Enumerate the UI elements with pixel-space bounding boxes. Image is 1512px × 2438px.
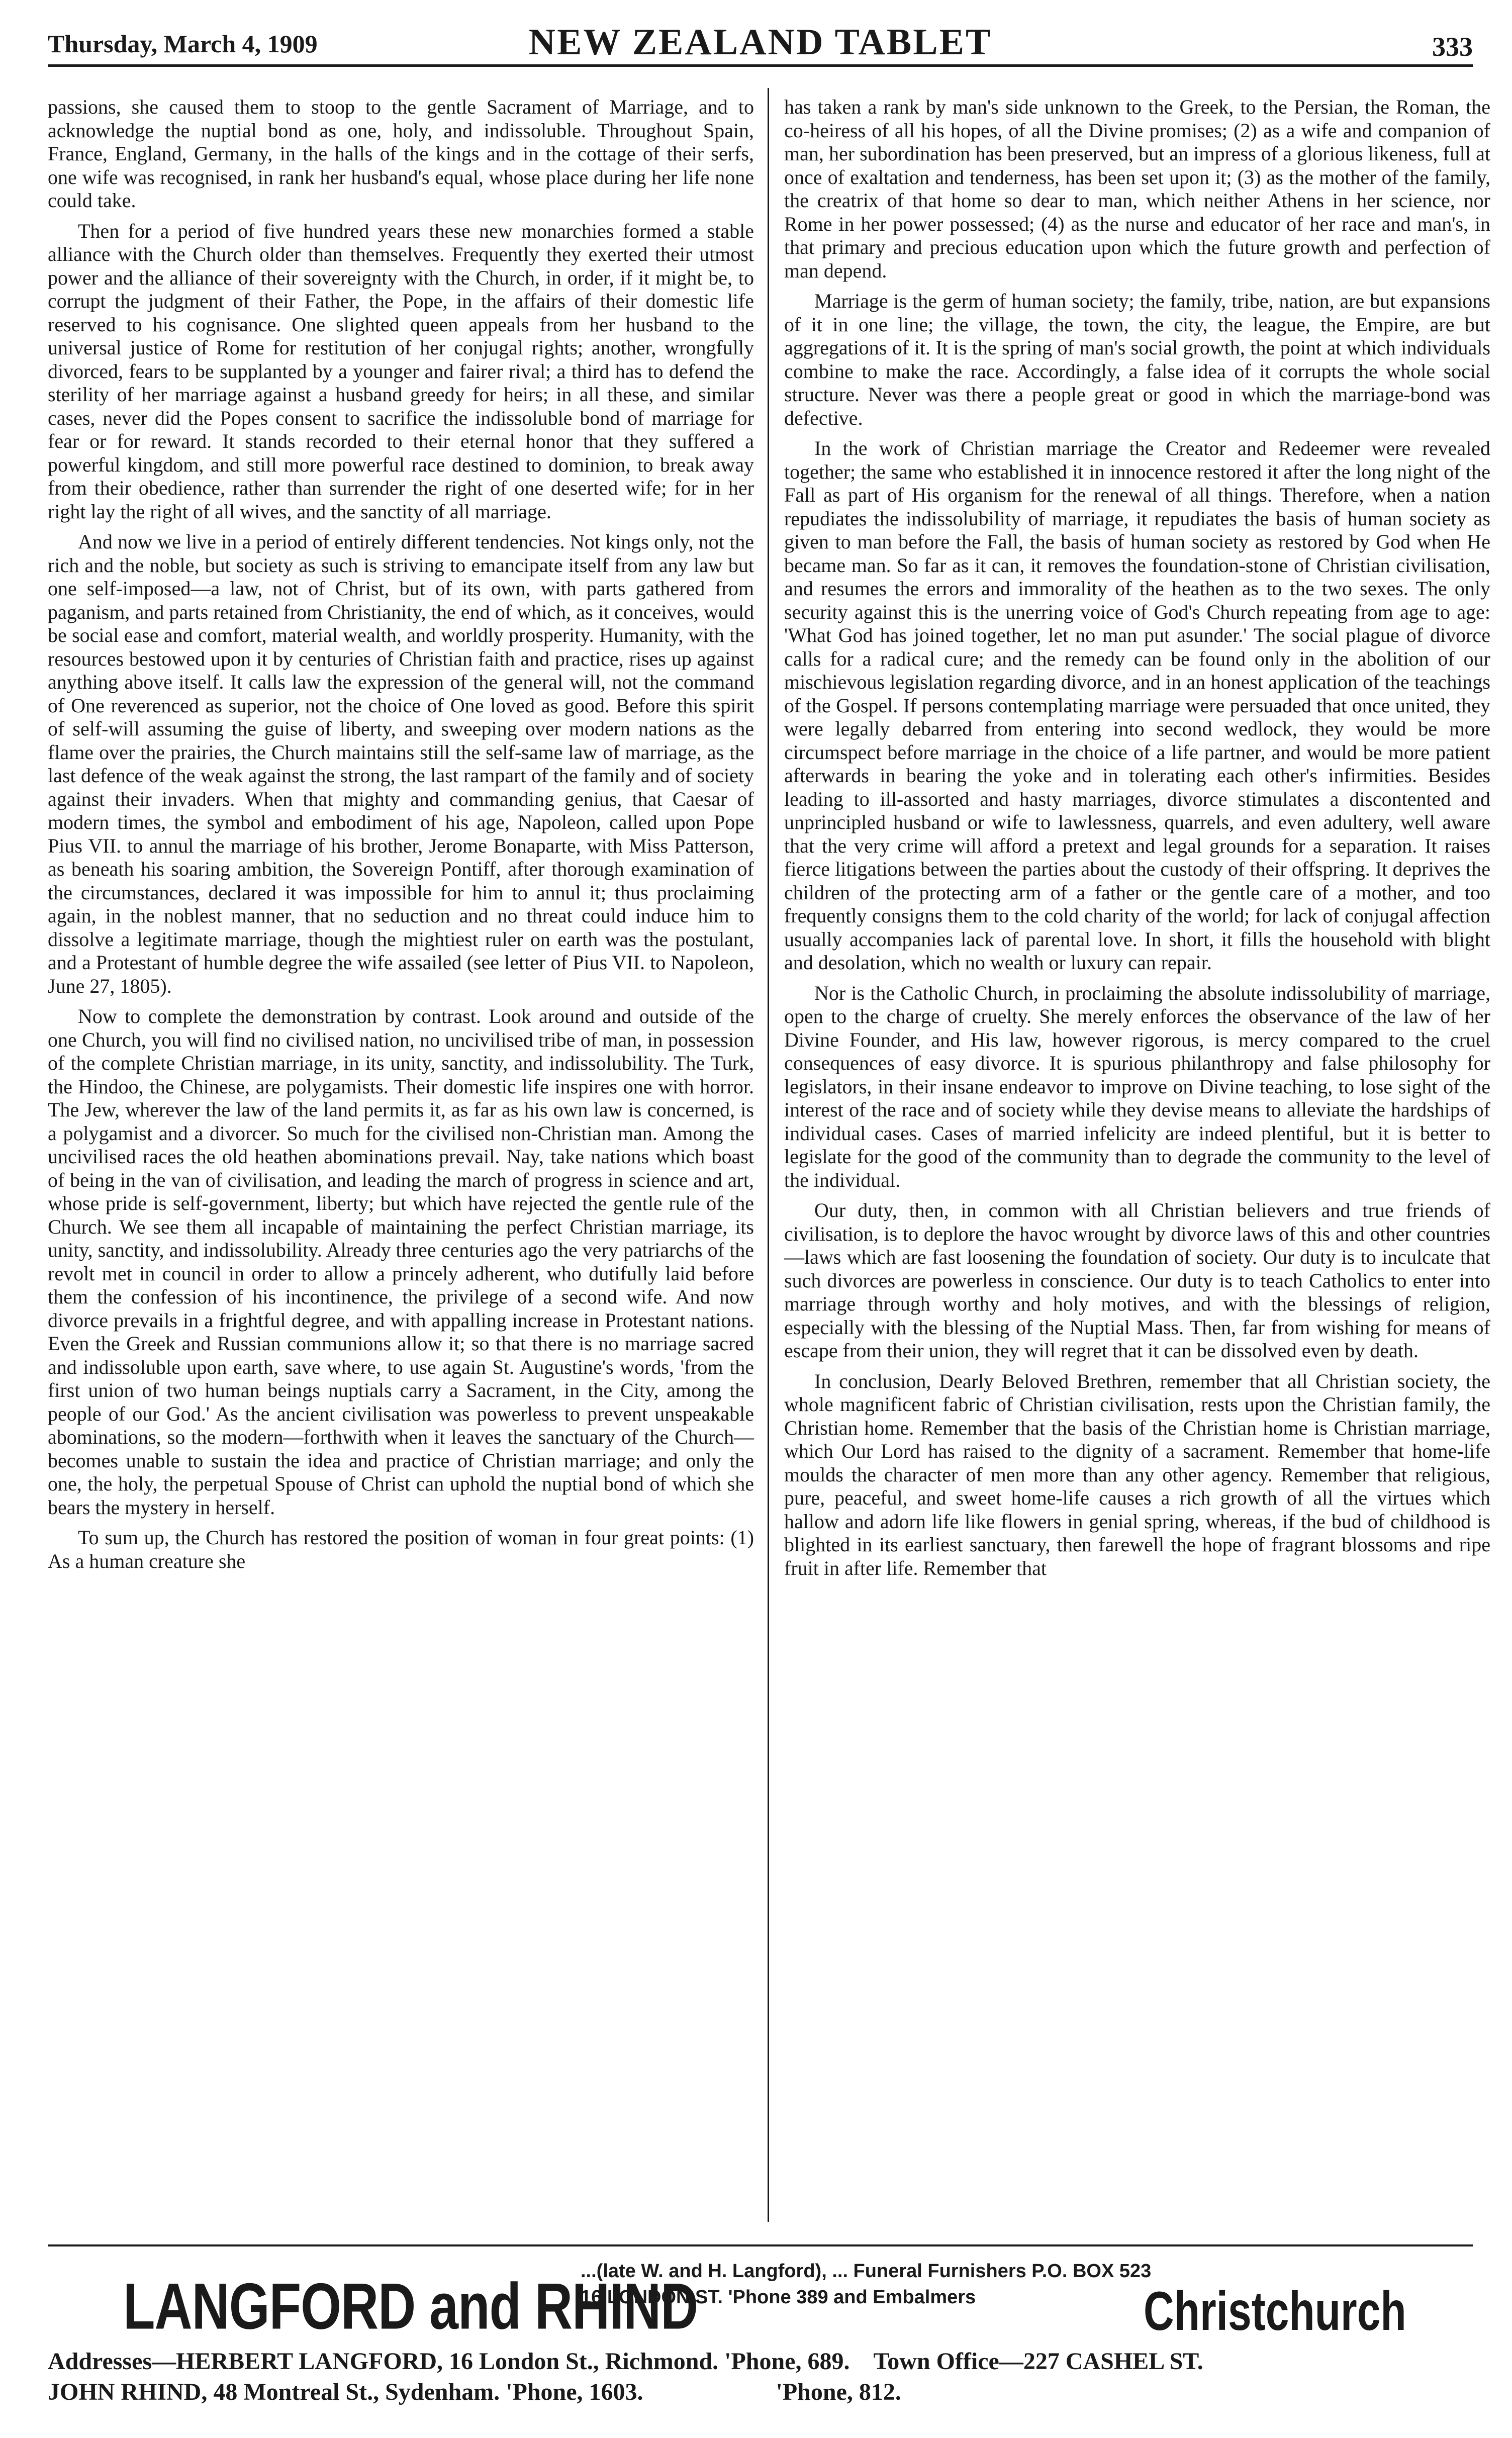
footer-rule	[48, 2244, 1473, 2246]
right-column	[784, 96, 1490, 1587]
page-header	[48, 19, 1473, 64]
paragraph: And now we live in a period of entirely different tendencies. Not kings only, not the rich and the noble, but society as such is striving to emancipate itself from any law but one self-imposed—a law, not of Christ, but of its own, with parts gathered from paganism, and parts retained from Christianity, the end of which, as it conceives, would be social ease and comfort, material wealth, and worldly prosperity. Humanity, with the resources bestowed upon it by centuries of Christian faith and practice, rises up against anything above itself. It calls law the expression of the general will, not the command of One reverenced as superior, not the choice of One loved as good. Before this spirit of self-will assuming the guise of liberty, and sweeping over modern nations as the flame over the prairies, the Church maintains still the self-same law of marriage, as the last defence of the weak against the strong, the last rampart of the family and of society against their invaders. When that mighty and commanding genius, that Caesar of modern times, the symbol and embodiment of his age, Napoleon, called upon Pope Pius VII. to annul the marriage of his brother, Jerome Bonaparte, with Miss Patterson, as beneath his soaring ambition, the Sovereign Pontiff, after thorough examination of the circumstances, declared it was impossible for him to annul it; thus proclaiming again, in the noblest manner, that no seduction and no threat could induce him to dissolve a legitimate marriage, though the mightiest ruler on earth was the postulant, and a Protestant of humble degree the wife assailed (see letter of Pius VII. to Napoleon, June 27, 1805).	[48, 530, 754, 997]
paragraph: Marriage is the germ of human society; the family, tribe, nation, are but expansions of it in one line; the village, the town, the city, the league, the Empire, are but aggregations of it. It is the spring of man's social growth, the point at which individuals combine to make the race. Accordingly, a false idea of it corrupts the whole social structure. Never was there a people great or good in which the marriage-bond was defective.	[784, 290, 1490, 429]
column-divider	[768, 88, 769, 2222]
paragraph: Nor is the Catholic Church, in proclaiming the absolute indissolubility of marriage, open to the charge of cruelty. She merely enforces the observance of the law of her Divine Founder, and His law, however rigorous, is mercy compared to the cruel consequences of easy divorce. It is spurious philanthropy and false philosophy for legislators, in their insane endeavor to improve on Divine teaching, to lose sight of the interest of the race and of society while they devise means to alleviate the hardships of individual cases. Cases of married infelicity are indeed plentiful, but it is better to legislate for the good of the community than to degrade the community to the level of the individual.	[784, 981, 1490, 1191]
ad-line-2: 16 LONDON ST. 'Phone 389 and Embalmers	[581, 2287, 976, 2308]
paragraph: Then for a period of five hundred years these new monarchies formed a stable alliance with the Church older than themselves. Frequently they exerted their utmost power and the alliance of their sovereignty with the Church, in order, if it might be, to corrupt the judgment of their Father, the Pope, in the affairs of their domestic life reserved to his cognisance. One slighted queen appeals from her husband to the universal justice of Rome for restitution of her conjugal rights; another, wrongfully divorced, fears to be supplanted by a younger and fairer rival; a third has to defend the sterility of her marriage against a husband greedy for heirs; in all these, and similar cases, never did the Popes consent to sacrifice the indissoluble bond of marriage for fear or for reward. It stands recorded to their eternal honor that they suffered a powerful kingdom, and still more powerful race destined to dominion, to break away from their obedience, rather than surrender the right of one deserted wife; for in her right lay the right of all wives, and the sanctity of all marriage.	[48, 219, 754, 523]
ad-city: Christchurch	[1144, 2280, 1406, 2342]
header-rule	[48, 64, 1473, 67]
page-number: 333	[1432, 32, 1473, 62]
issue-date: Thursday, March 4, 1909	[48, 30, 318, 58]
paragraph: Now to complete the demonstration by contrast. Look around and outside of the one Church, you will find no civilised nation, no uncivilised tribe of man, in possession of the complete Christian marriage, in its unity, sanctity, and indissolubility. The Turk, the Hindoo, the Chinese, are polygamists. Their domestic life inspires one with horror. The Jew, wherever the law of the land permits it, as far as his own law is concerned, is a polygamist and a divorcer. So much for the civilised non-Christian man. Among the uncivilised races the old heathen abominations prevail. Nay, take nations which boast of being in the van of civilisation, and leading the march of progress in science and art, whose pride is self-government, liberty; but which have rejected the gentle rule of the Church. We see them all incapable of maintaining the perfect Christian marriage, its unity, sanctity, and indissolubility. Already three centuries ago the very patriarchs of the revolt met in council in order to allow a princely adherent, who dutifully laid before them the confession of his incontinence, the privilege of a second wife. And now divorce prevails in a frightful degree, and with appalling increase in Protestant nations. Even the Greek and Russian communions allow it; so that there is no marriage sacred and indissoluble upon earth, save where, to use again St. Augustine's words, 'from the first union of two human beings nuptials carry a Sacrament, in the City, among the people of our God.' As the ancient civilisation was powerless to prevent unspeakable abominations, so the modern—forthwith when it leaves the sanctuary of the Church—becomes unable to sustain the idea and practice of Christian marriage; and only the one, the holy, the perpetual Spouse of Christ can uphold the nuptial bond of which she bears the mystery in herself.	[48, 1005, 754, 1519]
ad-brand: LANGFORD and RHIND	[123, 2270, 698, 2343]
paragraph: has taken a rank by man's side unknown to the Greek, to the Persian, the Roman, the co-heiress of all his hopes, of all the Divine promises; (2) as a wife and companion of man, her subordination has been preserved, but an impress of a glorious likeness, full at once of exaltation and tenderness, has been set upon it; (3) as the mother of the family, the creatrix of that home so dear to man, which neither Athens in her science, nor Rome in her power possessed; (4) as the nurse and educator of her race and man's, in that primary and precious education upon which the future growth and perfection of man depend.	[784, 96, 1490, 282]
ad-line-1: ...(late W. and H. Langford), ... Funeral Furnishers P.O. BOX 523	[581, 2261, 1152, 2282]
publication-title: NEW ZEALAND TABLET	[528, 22, 992, 63]
ad-address-2: JOHN RHIND, 48 Montreal St., Sydenham. 'Phone, 1603. 'Phone, 812.	[48, 2379, 901, 2405]
paragraph: In the work of Christian marriage the Creator and Redeemer were revealed together; the same who established it in innocence restored it after the long night of the Fall as part of His organism for the renewal of all things. Therefore, when a nation repudiates the indissolubility of marriage, it repudiates the basis of human society as given to man before the Fall, the basis of human society as restored by God when He became man. So far as it can, it removes the foundation-stone of Christian civilisation, and resumes the errors and immorality of the heathen as to the two sexes. The only security against this is the unerring voice of God's Church repeating from age to age: 'What God has joined together, let no man put asunder.' The social plague of divorce calls for a radical cure; and the remedy can be found only in the abolition of our mischievous legislation regarding divorce, and in an honest application of the teachings of the Gospel. If persons contemplating marriage were persuaded that once united, they were legally debarred from entering into second wedlock, they would be more circumspect before marriage in the choice of a life partner, and would be more patient afterwards in bearing the yoke and in tolerating each other's infirmities. Besides leading to ill-assorted and hasty marriages, divorce stimulates a discontented and unprincipled husband or wife to lawlessness, quarrels, and even adultery, well aware that the very crime will afford a pretext and legal grounds for a separation. It raises fierce litigations between the parties about the custody of their offspring. It deprives the children of the protecting arm of a father or the gentle care of a mother, and too frequently consigns them to the cold charity of the world; for lack of conjugal affection usually accompanies lack of parental love. In short, it fills the household with blight and desolation, which no wealth or luxury can repair.	[784, 437, 1490, 974]
left-column	[48, 96, 754, 1580]
paragraph: passions, she caused them to stoop to the gentle Sacrament of Marriage, and to acknowledge the nuptial bond as one, holy, and indissoluble. Throughout Spain, France, England, Germany, in the halls of the kings and in the cottage of their serfs, one wife was recognised, in rank her husband's equal, whose place during her life none could take.	[48, 96, 754, 212]
paragraph: To sum up, the Church has restored the position of woman in four great points: (1) As a human creature she	[48, 1526, 754, 1572]
paragraph: In conclusion, Dearly Beloved Brethren, remember that all Christian society, the whole magnificent fabric of Christian civilisation, rests upon the Christian family, the Christian home. Remember that the basis of the Christian home is Christian marriage, which Our Lord has raised to the dignity of a sacrament. Remember that home-life moulds the character of men more than any other agency. Remember that religious, pure, peaceful, and sweet home-life causes a rich growth of all the virtues which hallow and adorn life like flowers in genial spring, whereas, if the bud of childhood is blighted in its earliest sanctuary, then farewell the hope of fragrant blossoms and ripe fruit in after life. Remember that	[784, 1369, 1490, 1579]
ad-address-1: Addresses—HERBERT LANGFORD, 16 London St., Richmond. 'Phone, 689. Town Office—227 CASHEL ST.	[48, 2348, 1203, 2375]
paragraph: Our duty, then, in common with all Christian believers and true friends of civilisation, is to deplore the havoc wrought by divorce laws of this and other countries—laws which are fast loosening the foundation of society. Our duty is to inculcate that such divorces are powerless in conscience. Our duty is to teach Catholics to enter into marriage through worthy and holy motives, and with the blessings of religion, especially with the blessing of the Nuptial Mass. Then, far from wishing for means of escape from their union, they will regret that it can be dissolved even by death.	[784, 1199, 1490, 1362]
advertisement	[48, 2249, 1473, 2415]
